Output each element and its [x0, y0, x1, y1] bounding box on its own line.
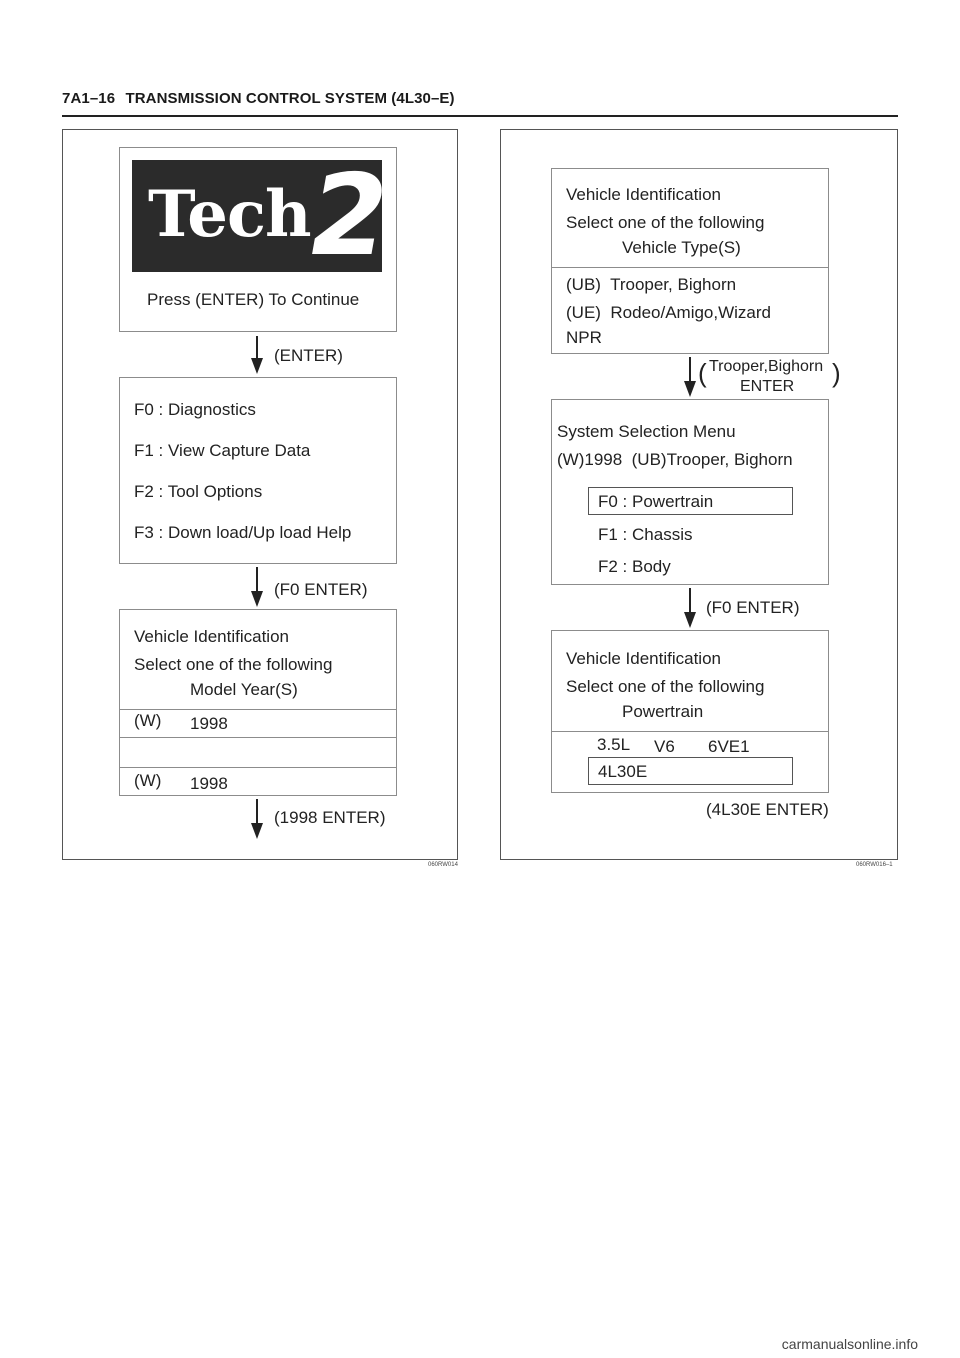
page-title: TRANSMISSION CONTROL SYSTEM (4L30–E) [125, 90, 455, 107]
tech2-logo-word: Tech [148, 177, 311, 252]
step-f0-enter-label: (F0 ENTER) [274, 580, 368, 599]
system-item-chassis: F1 : Chassis [598, 525, 693, 544]
figure-id: 060RW014 [428, 862, 458, 868]
screen-title: Vehicle Identification [566, 649, 721, 668]
system-item-powertrain: F0 : Powertrain [598, 492, 714, 511]
engine-cylinders: V6 [654, 737, 675, 756]
splash-prompt: Press (ENTER) To Continue [147, 290, 360, 309]
screen-instruction: Select one of the following [566, 213, 765, 232]
flow-arrow [684, 588, 696, 628]
divider [551, 267, 829, 268]
flow-arrow [684, 357, 696, 397]
menu-item-download-help: F3 : Down load/Up load Help [134, 523, 352, 542]
screen-title: System Selection Menu [557, 422, 736, 441]
menu-item-tool-options: F2 : Tool Options [134, 482, 263, 501]
step-4l30e-enter-label: (4L30E ENTER) [706, 800, 829, 819]
screen-title: Vehicle Identification [566, 185, 721, 204]
tech2-logo-numeral: 2 [298, 151, 400, 281]
screen-subtitle: Powertrain [622, 702, 704, 721]
step-trooper-label: Trooper,Bighorn [709, 358, 824, 375]
vehicle-option: NPR [566, 328, 602, 347]
divider [551, 731, 829, 732]
flow-arrow [251, 336, 263, 374]
step-enter-label: (ENTER) [274, 346, 343, 365]
engine-code: 6VE1 [708, 737, 750, 756]
figure-id: 060RW016–1 [856, 862, 893, 868]
menu-item-view-capture: F1 : View Capture Data [134, 441, 311, 460]
divider [119, 767, 397, 768]
screen-subtitle: Model Year(S) [190, 680, 298, 699]
screen-subtitle: Vehicle Type(S) [622, 238, 741, 257]
screen-instruction: Select one of the following [566, 677, 765, 696]
vehicle-option: (UB) Trooper, Bighorn [566, 275, 737, 294]
system-item-body: F2 : Body [598, 557, 671, 576]
page-header [62, 90, 455, 107]
section-number: 7A1–16 [62, 90, 116, 107]
menu-item-diagnostics: F0 : Diagnostics [134, 400, 256, 419]
vehicle-option: (UE) Rodeo/Amigo,Wizard [566, 303, 772, 322]
model-year-value: 1998 [190, 714, 228, 733]
header-rule [62, 115, 898, 117]
model-year-code: (W) [134, 711, 162, 730]
watermark: carmanualsonline.info [781, 1336, 918, 1352]
tech2-logo [132, 151, 400, 281]
step-trooper-enter-label: ENTER [740, 378, 795, 395]
screen-instruction: Select one of the following [134, 655, 333, 674]
open-paren: ( [698, 358, 707, 388]
engine-displacement: 3.5L [597, 735, 631, 754]
step-f0-enter-label: (F0 ENTER) [706, 598, 800, 617]
flow-arrow [251, 567, 263, 607]
model-year-value: 1998 [190, 774, 228, 793]
divider [119, 709, 397, 710]
close-paren: ) [832, 358, 841, 388]
divider [119, 737, 397, 738]
transmission-4l30e: 4L30E [598, 762, 648, 781]
screen-vehicle-info: (W)1998 (UB)Trooper, Bighorn [557, 450, 793, 469]
model-year-code: (W) [134, 771, 162, 790]
step-1998-enter-label: (1998 ENTER) [274, 808, 386, 827]
screen-title: Vehicle Identification [134, 627, 289, 646]
flow-arrow [251, 799, 263, 839]
